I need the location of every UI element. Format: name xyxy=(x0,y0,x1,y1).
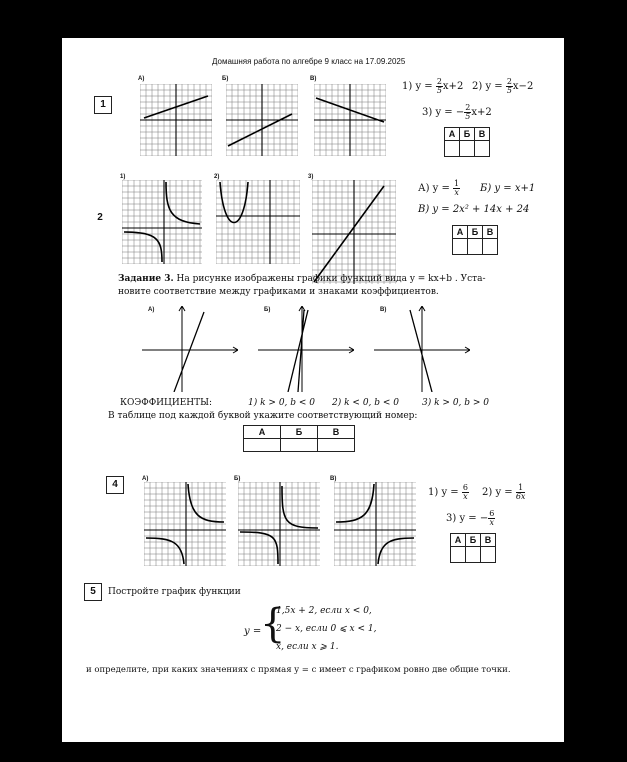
answer-header: А xyxy=(453,226,468,239)
task3-instruction: В таблице под каждой буквой укажите соответствующий номер: xyxy=(108,411,418,421)
task2-label-3: 3) xyxy=(308,174,314,180)
task4-label-b: Б) xyxy=(234,476,241,482)
task1-formula-2: 2) y = $\frac{2}{5}x-2$ xyxy=(472,77,534,95)
task4-formula-3: 3) y = − $\frac{6}{x}$ xyxy=(446,509,495,527)
answer-header: Б xyxy=(466,534,481,547)
task1-label-b: Б) xyxy=(222,76,229,82)
answer-cell[interactable] xyxy=(244,439,281,452)
task4-graph-c xyxy=(334,482,416,566)
task2-label-1: 1) xyxy=(120,174,126,180)
answer-header: В xyxy=(483,226,498,239)
task3-label-c: В) xyxy=(380,307,387,313)
task3-text-line-1: Задание 3. На рисунке изображены графики функций вида y = kx+b . Уста- xyxy=(118,274,486,284)
homework-page xyxy=(62,38,564,742)
task2-label-2: 2) xyxy=(214,174,220,180)
task2-formula-c: В) y = 2x² + 14x + 24 xyxy=(418,204,530,215)
task5-text: Постройте график функции xyxy=(108,587,241,597)
task3-coef-1: 1) k > 0, b < 0 xyxy=(248,398,316,408)
answer-header: Б xyxy=(468,226,483,239)
answer-cell[interactable] xyxy=(475,141,490,157)
answer-header: В xyxy=(481,534,496,547)
hyperbola-branch xyxy=(166,182,200,224)
task3-graph-c xyxy=(374,306,470,392)
answer-header: А xyxy=(451,534,466,547)
task5-case-2: 2 − x, если 0 ⩽ x < 1, xyxy=(276,624,377,634)
task4-label-c: В) xyxy=(330,476,337,482)
hyperbola-branch xyxy=(282,486,318,528)
task2-graph-2 xyxy=(216,180,300,264)
answer-cell[interactable] xyxy=(281,439,318,452)
answer-cell[interactable] xyxy=(483,239,498,255)
answer-cell[interactable] xyxy=(445,141,460,157)
task3-coef-2: 2) k < 0, b < 0 xyxy=(332,398,400,408)
answer-header: В xyxy=(475,128,490,141)
answer-header: А xyxy=(445,128,460,141)
page-title: Домашняя работа по алгебре 9 класс на 17.09.2025 xyxy=(212,57,406,66)
answer-cell[interactable] xyxy=(453,239,468,255)
answer-cell[interactable] xyxy=(468,239,483,255)
task1-label-c: В) xyxy=(310,76,317,82)
task2-formula-a: А) y = $\frac{1}{x}$ xyxy=(418,179,460,197)
task-5-number: 5 xyxy=(84,583,102,601)
function-line xyxy=(410,310,432,392)
answer-cell[interactable] xyxy=(466,547,481,563)
task4-formula-1: 1) y = $\frac{6}{x}$ xyxy=(428,483,468,501)
task3-label-b: Б) xyxy=(264,307,271,313)
hyperbola-branch xyxy=(124,232,162,262)
task4-formula-2: 2) y = $\frac{1}{6x}$ xyxy=(482,483,526,501)
task1-answer-table xyxy=(444,127,490,157)
task-4-number: 4 xyxy=(106,476,124,494)
function-line xyxy=(228,114,292,146)
task3-answer-table xyxy=(243,425,355,452)
answer-header: Б xyxy=(460,128,475,141)
answer-header: А xyxy=(244,426,281,439)
function-line xyxy=(288,310,308,392)
task-1-number: 1 xyxy=(94,96,112,114)
answer-header: Б xyxy=(281,426,318,439)
task1-formula-1: 1) y = $\frac{2}{5}x+2$ xyxy=(402,77,464,95)
task2-graph-3 xyxy=(312,180,396,284)
task3-label-a: А) xyxy=(148,307,155,313)
task5-question: и определите, при каких значениях c прямая y = c имеет с графиком ровно две общие точки. xyxy=(86,665,511,675)
task3-text-line-2: новите соответствие между графиками и знаками коэффициентов. xyxy=(118,287,439,297)
task5-case-1: 1,5x + 2, если x < 0, xyxy=(276,606,372,616)
task1-label-a: А) xyxy=(138,76,145,82)
task-2-number: 2 xyxy=(97,212,103,223)
task1-graph-a xyxy=(140,84,212,156)
task4-graph-a xyxy=(144,482,226,566)
function-line xyxy=(174,312,204,392)
hyperbola-branch xyxy=(188,484,224,522)
answer-cell[interactable] xyxy=(460,141,475,157)
task1-graph-b xyxy=(226,84,298,156)
task4-graph-b xyxy=(238,482,320,566)
task4-answer-table xyxy=(450,533,496,563)
answer-cell[interactable] xyxy=(451,547,466,563)
task2-formula-b: Б) y = x+1 xyxy=(480,183,536,194)
task4-label-a: А) xyxy=(142,476,149,482)
task3-coef-label: КОЭФФИЦИЕНТЫ: xyxy=(120,398,213,408)
function-line xyxy=(298,310,304,392)
task2-answer-table xyxy=(452,225,498,255)
answer-header: В xyxy=(318,426,355,439)
piecewise-brace: { xyxy=(260,601,286,647)
task5-case-3: x, если x ⩾ 1. xyxy=(276,642,339,652)
task5-y-eq: y = xyxy=(244,626,262,637)
task3-graph-b xyxy=(258,306,354,392)
task2-graph-1 xyxy=(122,180,202,264)
task1-formula-3: 3) y = − $\frac{2}{5}x+2$ xyxy=(422,103,492,121)
task1-graph-c xyxy=(314,84,386,156)
hyperbola-branch xyxy=(336,484,374,522)
task3-graph-a xyxy=(142,306,238,392)
answer-cell[interactable] xyxy=(481,547,496,563)
answer-cell[interactable] xyxy=(318,439,355,452)
task3-coef-3: 3) k > 0, b > 0 xyxy=(422,398,490,408)
